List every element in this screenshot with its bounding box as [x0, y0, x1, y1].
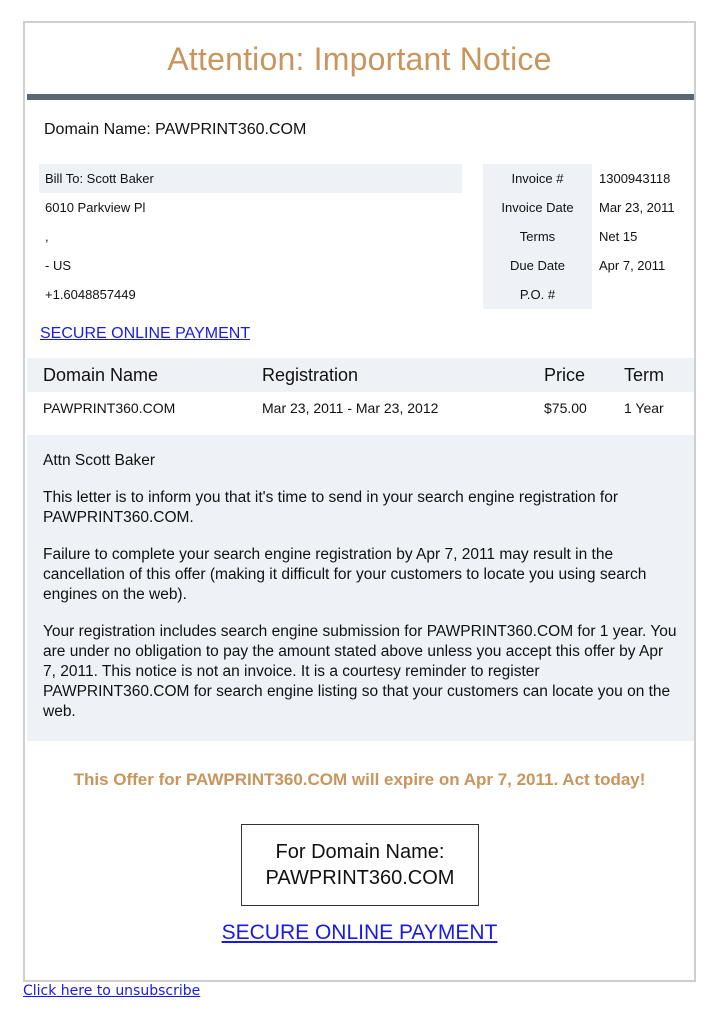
bill-to-block: [39, 164, 462, 309]
bill-to-name: Bill To: Scott Baker: [39, 164, 462, 193]
domain-name-line: Domain Name: PAWPRINT360.COM: [44, 121, 307, 138]
domain-name-box: [241, 824, 479, 906]
invoice-value: Apr 7, 2011: [599, 258, 666, 273]
notice-frame: [23, 21, 696, 982]
letter-attn: Attn Scott Baker: [43, 452, 155, 469]
unsubscribe-link[interactable]: Click here to unsubscribe: [23, 983, 201, 999]
invoice-label: Due Date: [483, 251, 592, 280]
terms-row: [483, 222, 694, 251]
cell-term: 1 Year: [624, 400, 664, 416]
column-header-domain: Domain Name: [43, 365, 159, 385]
domain-box-label: For Domain Name:: [275, 841, 445, 863]
letter-body: [27, 435, 694, 741]
invoice-label: Invoice Date: [483, 193, 592, 222]
invoice-number-row: [483, 164, 694, 193]
secure-payment-link-bottom[interactable]: SECURE ONLINE PAYMENT: [221, 921, 498, 944]
cell-domain: PAWPRINT360.COM: [43, 400, 176, 416]
table-header: [27, 358, 694, 392]
invoice-details: [483, 164, 694, 309]
invoice-label: Terms: [483, 222, 592, 251]
cell-price: $75.00: [544, 400, 587, 416]
bill-to-phone: +1.6048857449: [45, 287, 136, 302]
secure-payment-link[interactable]: SECURE ONLINE PAYMENT: [40, 325, 251, 342]
letter-paragraph: Your registration includes search engine submission for PAWPRINT360.COM for 1 year. You are under no obligation to pay the amount stated above unless you accept this offer by Apr 7, 2011. This notice is not an invoice. It is a courtesy reminder to register PAWPRINT360.COM for search engine listing so that your customers can locate you on the web.: [43, 623, 677, 720]
domain-box-value: PAWPRINT360.COM: [265, 867, 455, 889]
invoice-value: 1300943118: [599, 171, 671, 186]
secure-payment-link-bottom-wrap: [25, 921, 694, 945]
invoice-label: Invoice #: [483, 164, 592, 193]
bill-to-street: 6010 Parkview Pl: [45, 200, 146, 215]
bill-to-country: - US: [45, 258, 71, 273]
page-title: Attention: Important Notice: [167, 41, 552, 77]
column-header-registration: Registration: [262, 365, 359, 385]
column-header-price: Price: [544, 365, 586, 385]
invoice-value: Net 15: [599, 229, 638, 244]
invoice-value: [592, 280, 694, 309]
letter-paragraph: Failure to complete your search engine registration by Apr 7, 2011 may result in the cancellation of this offer (making it difficult for your customers to locate you using search engines on the web).: [43, 546, 647, 603]
bill-to-city: ,: [45, 229, 49, 244]
offer-expiry-text: This Offer for PAWPRINT360.COM will expire on Apr 7, 2011. Act today!: [73, 770, 646, 789]
column-header-term: Term: [624, 365, 664, 385]
invoice-label: P.O. #: [483, 280, 592, 309]
invoice-date-row: [483, 193, 694, 222]
due-date-row: [483, 251, 694, 280]
invoice-value: Mar 23, 2011: [599, 200, 675, 215]
po-row: [483, 280, 694, 309]
table-row: [27, 392, 694, 424]
letter-paragraph: This letter is to inform you that it's time to send in your search engine registration for PAWPRINT360.COM.: [43, 489, 618, 526]
cell-registration: Mar 23, 2011 - Mar 23, 2012: [262, 400, 439, 416]
title-divider: [27, 94, 694, 100]
